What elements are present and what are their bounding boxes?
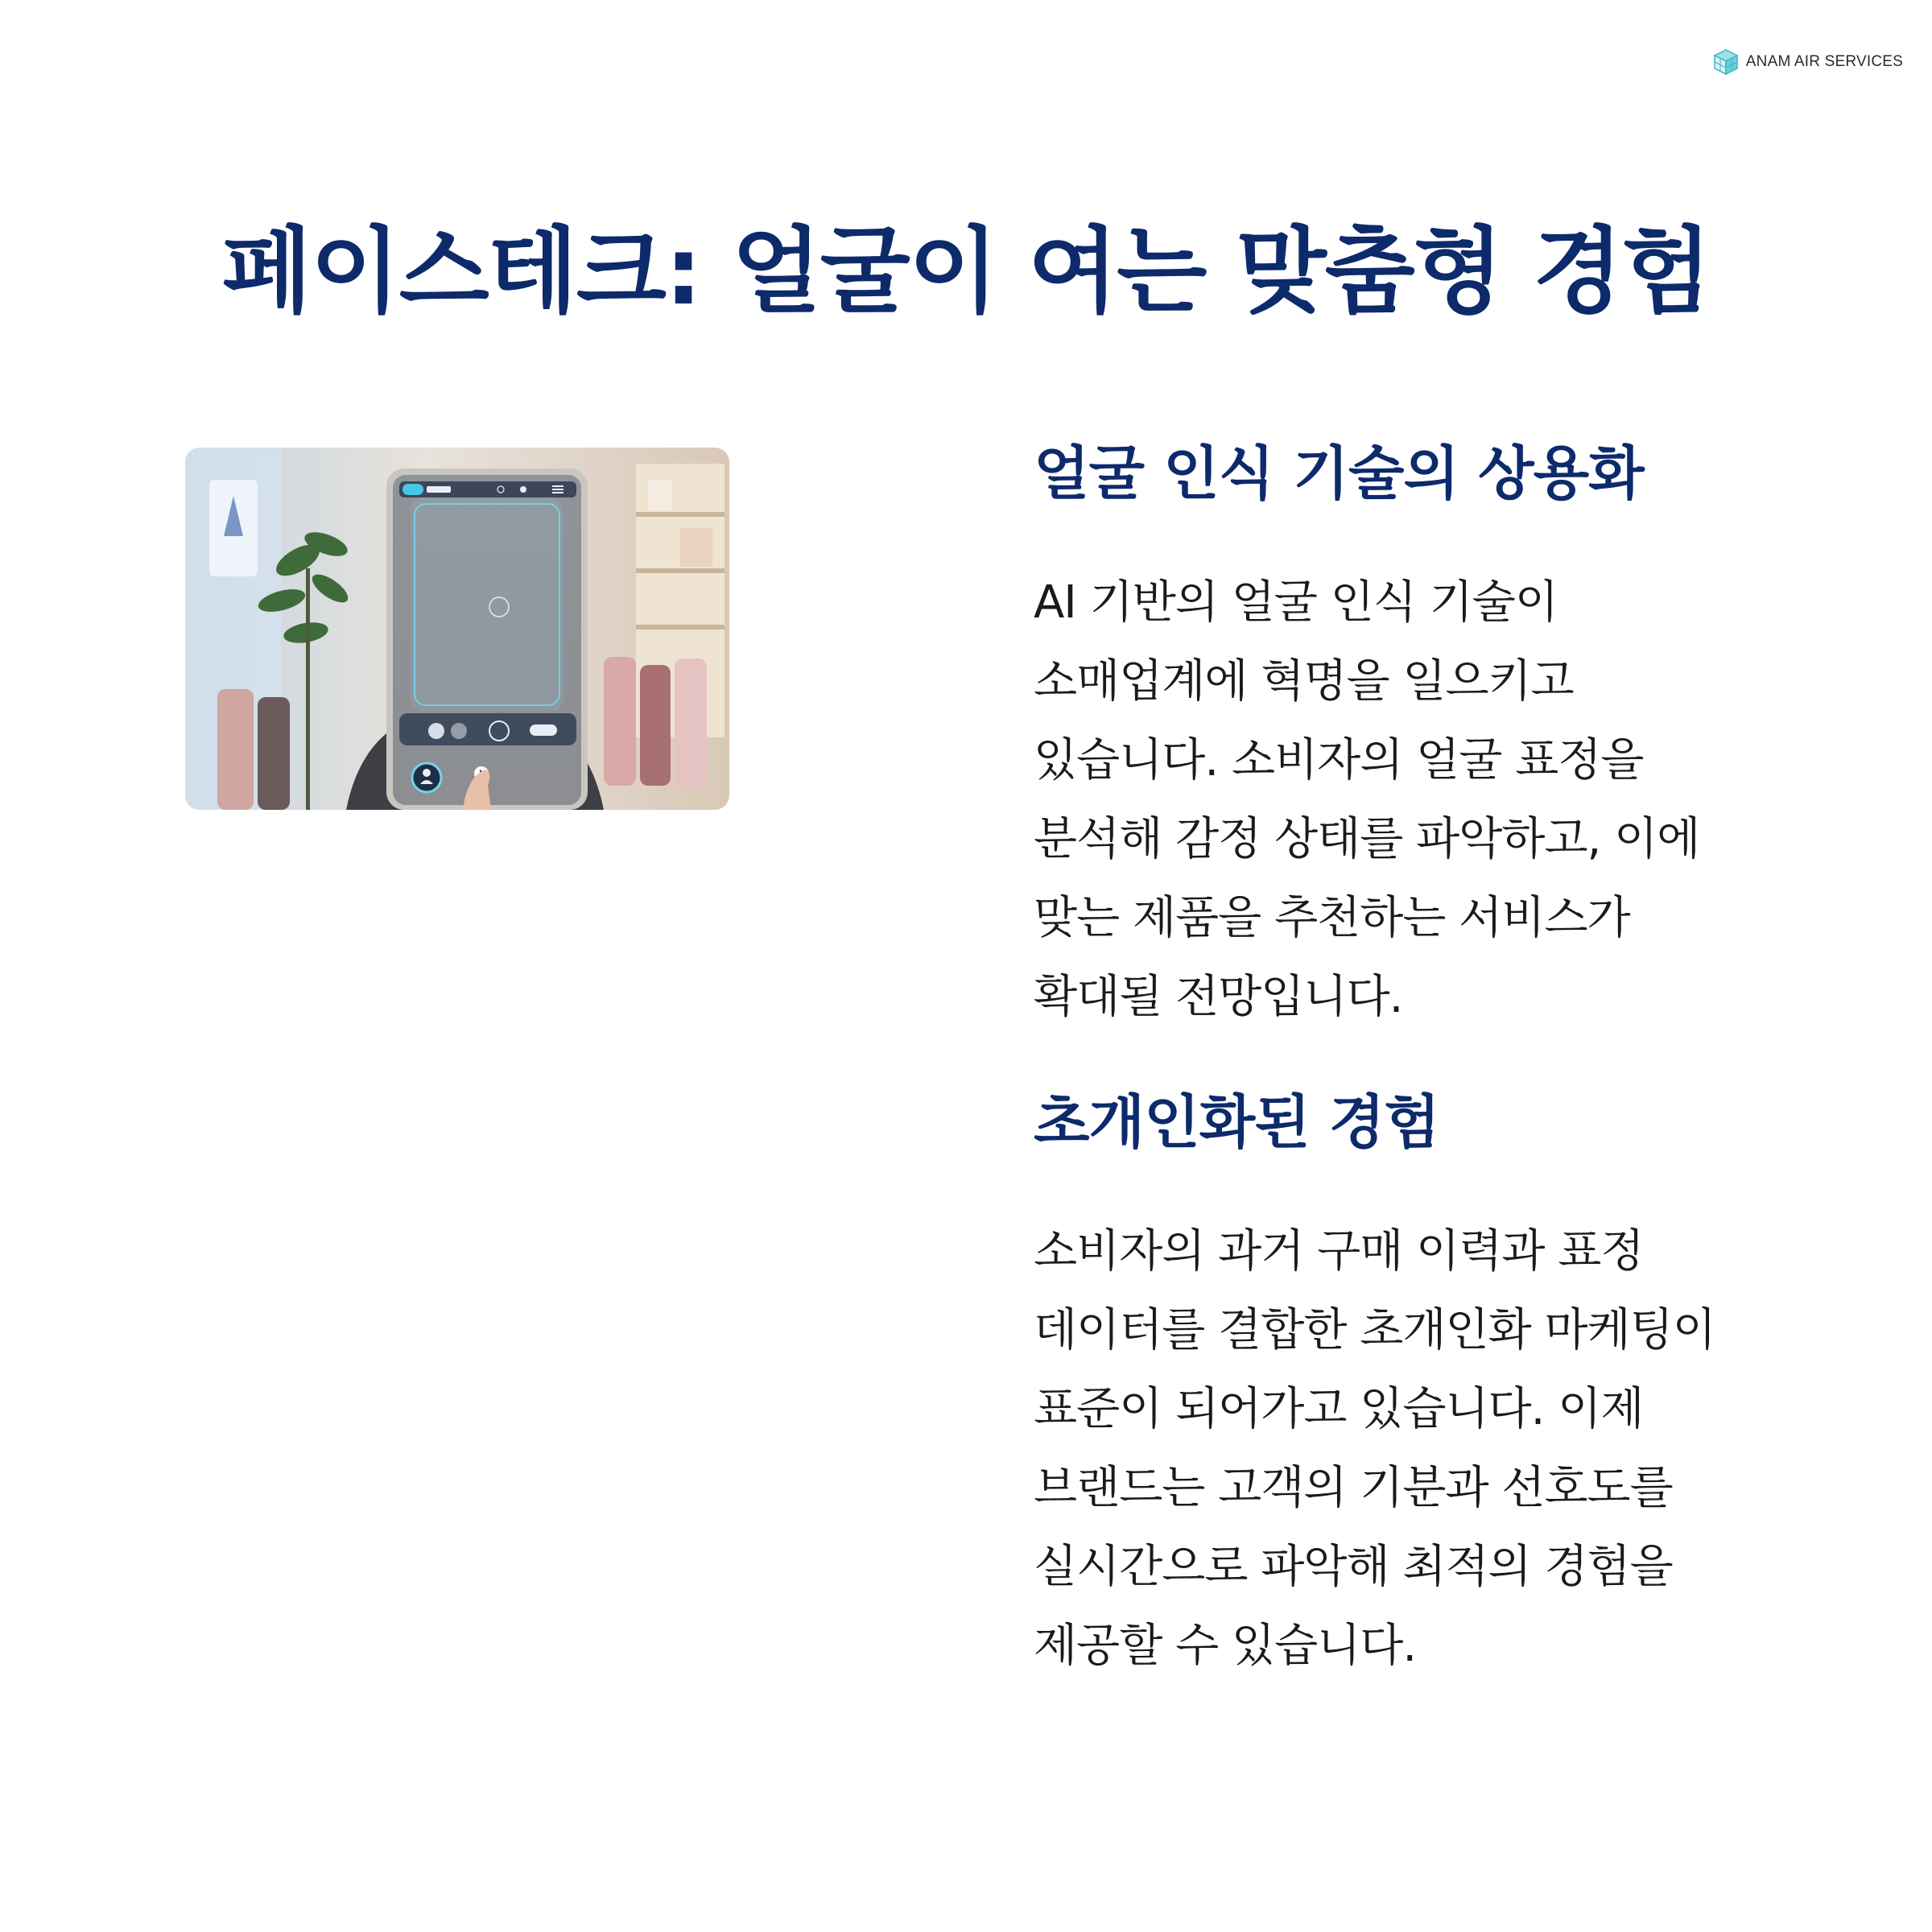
body-line: 표준이 되어가고 있습니다. 이제: [1034, 1383, 1644, 1435]
body-line: 소매업계에 혁명을 일으키고: [1034, 655, 1574, 708]
body-line: 분석해 감정 상태를 파악하고, 이에: [1034, 813, 1700, 865]
section-heading-face-recognition: 얼굴 인식 기술의 상용화: [1034, 440, 1644, 507]
section-body-hyper-personalization: [1034, 1212, 1715, 1686]
body-line: 소비자의 과거 구매 이력과 표정: [1034, 1225, 1644, 1278]
cube-logo-icon: [1712, 48, 1740, 76]
brand-name: ANAM AIR SERVICES: [1745, 53, 1903, 70]
body-line: 브랜드는 고객의 기분과 선호도를: [1034, 1462, 1673, 1514]
body-line: 있습니다. 소비자의 얼굴 표정을: [1034, 734, 1644, 786]
body-line: 실시간으로 파악해 최적의 경험을: [1034, 1541, 1673, 1593]
face-recognition-tablet-illustration: [185, 448, 729, 810]
body-line: 제공할 수 있습니다.: [1034, 1620, 1417, 1672]
section-heading-hyper-personalization: 초개인화된 경험: [1034, 1088, 1439, 1156]
body-line: 맞는 제품을 추천하는 서비스가: [1034, 892, 1630, 944]
brand-logo: [1712, 48, 1903, 76]
body-line: AI 기반의 얼굴 인식 기술이: [1034, 576, 1558, 629]
body-line: 확대될 전망입니다.: [1034, 971, 1403, 1023]
body-line: 데이터를 결합한 초개인화 마케팅이: [1034, 1304, 1715, 1356]
page-title: 페이스테크: 얼굴이 여는 맞춤형 경험: [221, 217, 1711, 326]
section-body-face-recognition: [1034, 564, 1699, 1037]
